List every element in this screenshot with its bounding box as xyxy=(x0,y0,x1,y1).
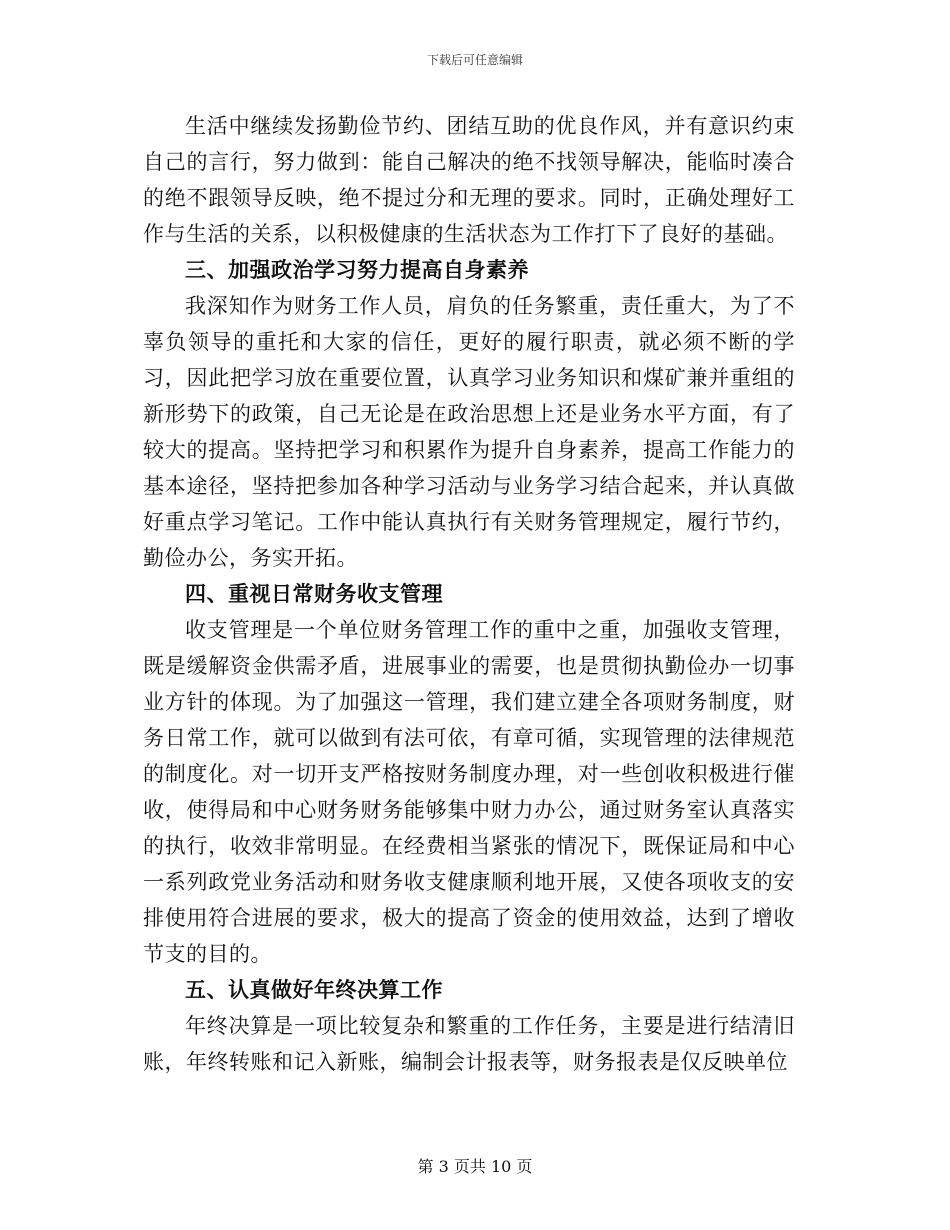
header-note: 下载后可任意编辑 xyxy=(426,53,523,67)
document-body xyxy=(143,108,795,1080)
paragraph-revenue-expenditure: 收支管理是一个单位财务管理工作的重中之重，加强收支管理，既是缓解资金供需矛盾，进展事业的需要，也是贯彻执勤俭办一切事业方针的体现。为了加强这一管理，我们建立建全各项财务制度，财务日常工作，就可以做到有法可依，有章可循，实现管理的法律规范的制度化。对一切开支严格按财务制度办理，对一些创收积极进行催收，使得局和中心财务财务能够集中财力办公，通过财务室认真落实的执行，收效非常明显。在经费相当紧张的情况下，既保证局和中心一系列政党业务活动和财务收支健康顺利地开展，又使各项收支的安排使用符合进展的要求，极大的提高了资金的使用效益，达到了增收节支的目的。 xyxy=(143,618,795,966)
section-heading-4: 四、重视日常财务收支管理 xyxy=(185,581,443,606)
paragraph-political-study: 我深知作为财务工作人员，肩负的任务繁重，责任重大，为了不辜负领导的重托和大家的信任，更好的履行职责，就必须不断的学习，因此把学习放在重要位置，认真学习业务知识和煤矿兼并重组的新形势下的政策，自己无论是在政治思想上还是业务水平方面，有了较大的提高。坚持把学习和积累作为提升自身素养，提高工作能力的基本途径，坚持把参加各种学习活动与业务学习结合起来，并认真做好重点学习笔记。工作中能认真执行有关财务管理规定，履行节约，勤俭办公，务实开拓。 xyxy=(143,294,795,570)
paragraph-living-habits: 生活中继续发扬勤俭节约、团结互助的优良作风，并有意识约束自己的言行，努力做到：能自己解决的绝不找领导解决，能临时凑合的绝不跟领导反映，绝不提过分和无理的要求。同时，正确处理好工作与生活的关系，以积极健康的生活状态为工作打下了良好的基础。 xyxy=(143,114,795,246)
page-number: 第 3 页共 10 页 xyxy=(417,1157,533,1176)
section-heading-3: 三、加强政治学习努力提高自身素养 xyxy=(185,257,529,282)
section-heading-5: 五、认真做好年终决算工作 xyxy=(185,977,443,1002)
paragraph-year-end-settlement: 年终决算是一项比较复杂和繁重的工作任务，主要是进行结清旧账，年终转账和记入新账，编制会计报表等，财务报表是仅反映单位 xyxy=(143,1014,795,1074)
